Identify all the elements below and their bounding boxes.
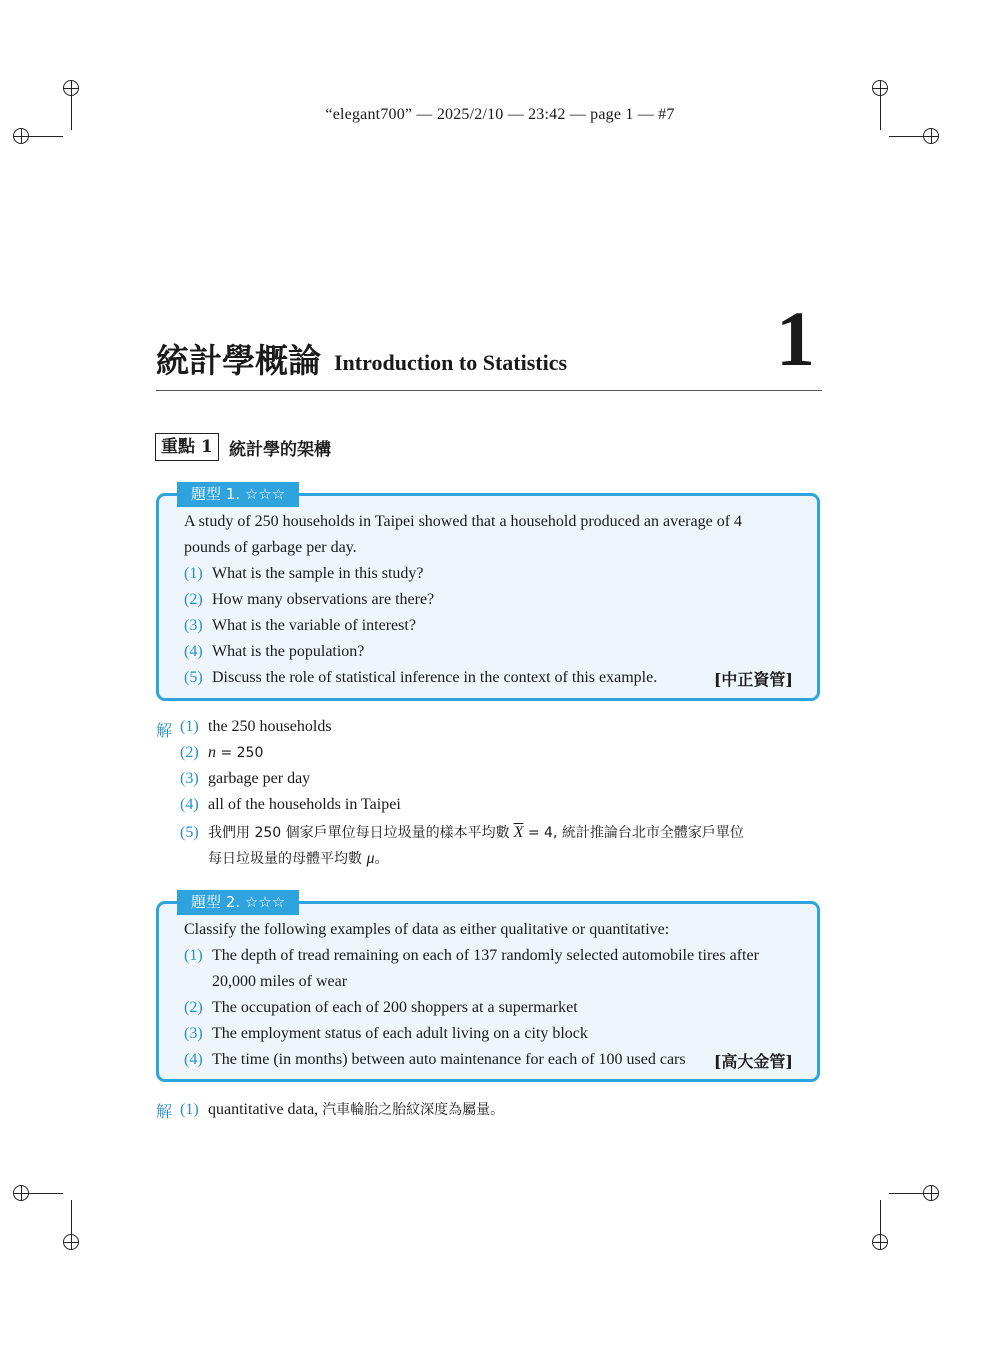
question-2-item: (1) The depth of tread remaining on each of 137 randomly selected automobile tires after (184, 947, 759, 964)
question-1-item: (4) What is the population? (184, 643, 365, 660)
question-box-2 (156, 893, 820, 1082)
question-1-item: (5) Discuss the role of statistical inference in the context of this example. (184, 669, 658, 686)
question-1-item: (2) How many observations are there? (184, 591, 435, 608)
question-2-item-continued: 20,000 miles of wear (212, 973, 348, 990)
key-point-label: 重點 1 (155, 433, 219, 461)
key-point-title: 統計學的架構 (229, 440, 331, 460)
question-1-intro-line-2: pounds of garbage per day. (184, 539, 357, 556)
question-2-item: (3) The employment status of each adult living on a city block (184, 1025, 588, 1042)
answer-2-item: (1) quantitative data, 汽車輪胎之胎紋深度為屬量。 (180, 1101, 505, 1118)
chapter-title-chinese: 統計學概論 (156, 341, 321, 380)
answer-1-item-continued: 每日垃圾量的母體平均數 μ。 (208, 850, 389, 867)
question-2-intro: Classify the following examples of data as either qualitative or quantitative: (184, 921, 670, 938)
question-1-intro-line-1: A study of 250 households in Taipei showed that a household produced an average of 4 (184, 513, 743, 530)
answer-1-label: 解 (156, 721, 173, 740)
question-1-item: (3) What is the variable of interest? (184, 617, 416, 634)
question-1-item: (1) What is the sample in this study? (184, 565, 424, 582)
answer-1-item: (4) all of the households in Taipei (180, 796, 401, 813)
running-header: “elegant700” — 2025/2/10 — 23:42 — page 1 — #7 (325, 106, 675, 123)
answer-1-item: (3) garbage per day (180, 770, 311, 787)
question-box-1 (156, 485, 820, 701)
chapter-number: 1 (776, 295, 815, 382)
answer-2-label: 解 (156, 1102, 173, 1121)
answer-1-item: (1) the 250 households (180, 718, 332, 735)
question-tag-1: 題型 1. ☆☆☆ (177, 482, 299, 507)
chapter-title-english: Introduction to Statistics (334, 350, 568, 375)
question-tag-2: 題型 2. ☆☆☆ (177, 890, 299, 915)
answer-1-item: (5) 我們用 250 個家戶單位每日垃圾量的樣本平均數 $\overline{X} = 4$, 統計推論台北市全體家戶單位 (180, 824, 744, 841)
question-1-source: [中正資管] (713, 670, 793, 689)
answer-1-item: (2) n = 250 (180, 744, 264, 761)
question-2-source: [高大金管] (713, 1052, 793, 1071)
question-2-item: (4) The time (in months) between auto maintenance for each of 100 used cars (184, 1051, 686, 1068)
question-2-item: (2) The occupation of each of 200 shoppers at a supermarket (184, 999, 578, 1016)
chapter-divider (156, 390, 822, 391)
